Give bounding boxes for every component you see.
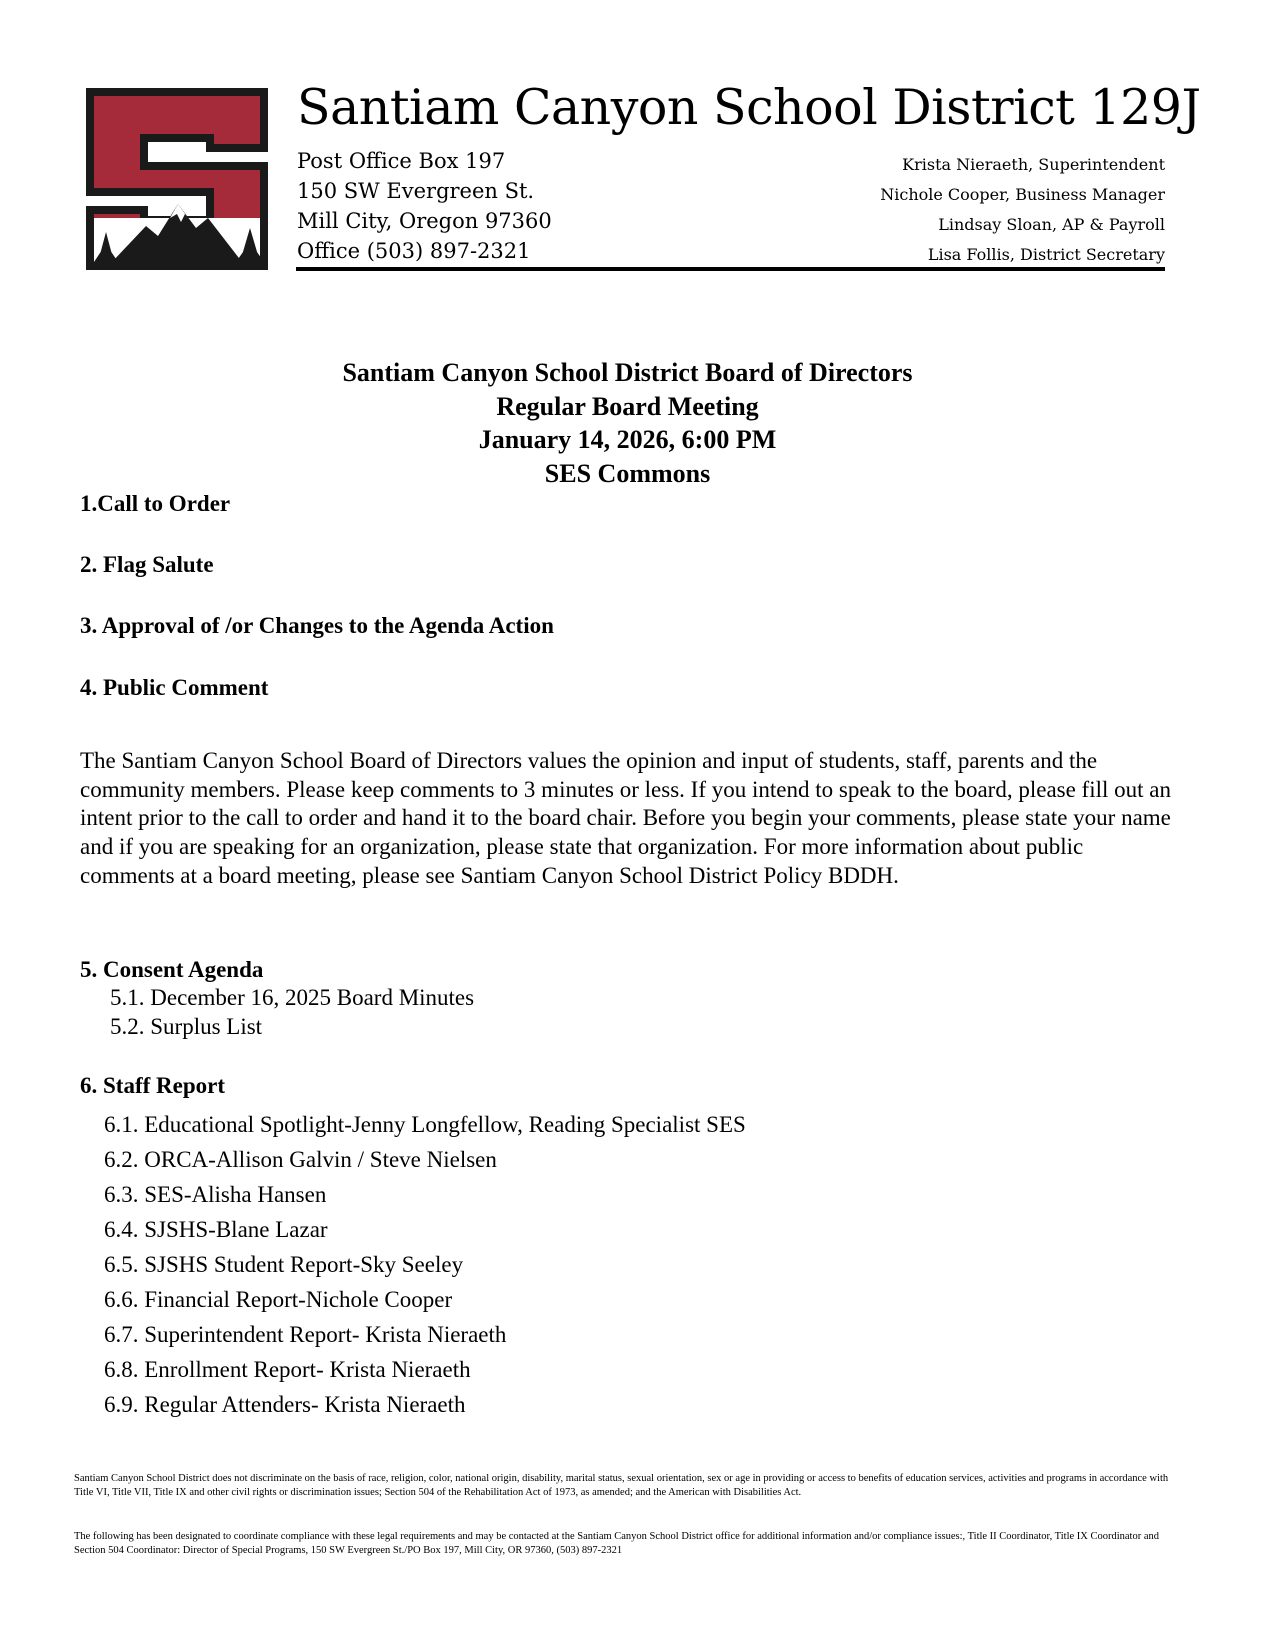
- district-name: Santiam Canyon School District 129J: [297, 79, 1201, 136]
- list-item: 6.7. Superintendent Report- Krista Nieraeth: [104, 1322, 507, 1347]
- district-address: [297, 146, 552, 266]
- meeting-type: Regular Board Meeting: [496, 391, 759, 421]
- list-item: 6.5. SJSHS Student Report-Sky Seeley: [104, 1252, 464, 1277]
- meeting-board: Santiam Canyon School District Board of Directors: [342, 358, 913, 387]
- district-staff: [880, 150, 1165, 270]
- address-line-street: 150 SW Evergreen St.: [297, 179, 535, 203]
- list-item: 6.8. Enrollment Report- Krista Nieraeth: [104, 1357, 471, 1382]
- address-line-po-box: Post Office Box 197: [297, 149, 506, 173]
- meeting-datetime: January 14, 2026, 6:00 PM: [478, 425, 777, 454]
- agenda-item-call-to-order: 1.Call to Order: [80, 491, 231, 516]
- nondiscrimination-notice: Santiam Canyon School District does not discriminate on the basis of race, religion, color, national origin, disability, marital status, sexual orientation, sex or age in providing or access to benefits of education services, activities and programs in accordance with Title VI, Title VII, Title IX and other civil rights or discrimination issues; Section 504 of the Rehabilitation Act of 1973, as amended; and the American with Disabilities Act.: [74, 1473, 1169, 1498]
- consent-list: [110, 983, 474, 1041]
- district-logo: [84, 86, 270, 272]
- address-line-city: Mill City, Oregon 97360: [297, 209, 552, 233]
- agenda-item-approval: 3. Approval of /or Changes to the Agenda Action: [80, 613, 554, 638]
- staff-report-list: [104, 1107, 746, 1422]
- list-item: 5.1. December 16, 2025 Board Minutes: [110, 985, 475, 1010]
- staff-business-manager: Nichole Cooper, Business Manager: [880, 185, 1165, 204]
- meeting-title-block: [0, 356, 1255, 490]
- agenda-item-flag-salute: 2. Flag Salute: [80, 552, 214, 577]
- address-line-phone: Office (503) 897-2321: [297, 239, 531, 263]
- list-item: 5.2. Surplus List: [110, 1014, 263, 1039]
- list-item: 6.4. SJSHS-Blane Lazar: [104, 1217, 328, 1242]
- list-item: 6.1. Educational Spotlight-Jenny Longfellow, Reading Specialist SES: [104, 1112, 746, 1137]
- meeting-location: SES Commons: [544, 458, 711, 488]
- agenda-item-consent: 5. Consent Agenda: [80, 957, 264, 982]
- compliance-notice: The following has been designated to coordinate compliance with these legal requirements and may be contacted at the Santiam Canyon School District office for additional information and/or compliance issues:, Title II Coordinator, Title IX Coordinator and Section 504 Coordinator: Director of Special Programs, 150 SW Evergreen St./PO Box 197, Mill City, OR 97360, (503) 897-2321: [74, 1531, 1159, 1556]
- staff-secretary: Lisa Follis, District Secretary: [927, 245, 1165, 264]
- letterhead-divider: [296, 267, 1165, 271]
- staff-payroll: Lindsay Sloan, AP & Payroll: [938, 215, 1165, 234]
- agenda-item-public-comment: 4. Public Comment: [80, 675, 269, 700]
- list-item: 6.3. SES-Alisha Hansen: [104, 1182, 327, 1207]
- list-item: 6.6. Financial Report-Nichole Cooper: [104, 1287, 453, 1312]
- list-item: 6.9. Regular Attenders- Krista Nieraeth: [104, 1392, 466, 1417]
- staff-superintendent: Krista Nieraeth, Superintendent: [902, 155, 1165, 174]
- public-comment-text: The Santiam Canyon School Board of Directors values the opinion and input of students, staff, parents and the community members. Please keep comments to 3 minutes or less. If you intend to speak to the board, please fill out an intent prior to the call to order and hand it to the board chair. Before you begin your comments, please state your name and if you are speaking for an organization, please state that organization. For more information about public comments at a board meeting, please see Santiam Canyon School District Policy BDDH.: [80, 748, 1171, 888]
- agenda-item-staff-report: 6. Staff Report: [80, 1073, 225, 1098]
- list-item: 6.2. ORCA-Allison Galvin / Steve Nielsen: [104, 1147, 497, 1172]
